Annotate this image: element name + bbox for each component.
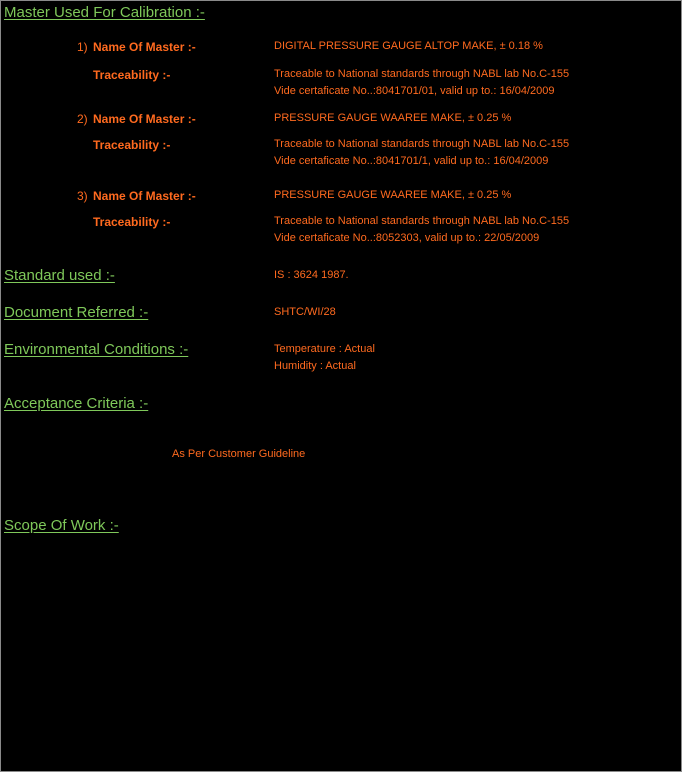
master-3-number: 3) [77,189,88,203]
master-2-traceability-line-2: Vide certaficate No..:8041701/1, valid up to.: 16/04/2009 [274,155,549,167]
master-3-traceability-value [274,213,569,247]
scope-of-work-heading: Scope Of Work :- [4,517,119,534]
standard-used-value: IS : 3624 1987. [274,269,349,281]
master-3-traceability-line-1: Traceable to National standards through NABL lab No.C-155 [274,215,570,227]
acceptance-criteria-value: As Per Customer Guideline [172,448,306,460]
master-1-number: 1) [77,40,88,54]
standard-used-heading: Standard used :- [4,267,115,284]
temperature-value: Temperature : Actual [274,343,375,355]
master-1-traceability-line-2: Vide certaficate No..:8041701/01, valid up to.: 16/04/2009 [274,85,555,97]
master-2-name-value: PRESSURE GAUGE WAAREE MAKE, ± 0.25 % [274,112,512,124]
master-used-heading: Master Used For Calibration :- [4,4,205,21]
master-3-name-label: Name Of Master :- [93,189,196,203]
document-referred-heading: Document Referred :- [4,304,149,321]
master-1-traceability-line-1: Traceable to National standards through NABL lab No.C-155 [274,68,570,80]
master-2-name-label: Name Of Master :- [93,112,196,126]
master-3-name-value: PRESSURE GAUGE WAAREE MAKE, ± 0.25 % [274,189,512,201]
environmental-conditions-value [274,341,375,375]
master-2-traceability-value [274,136,569,170]
master-3-traceability-line-2: Vide certaficate No..:8052303, valid up to.: 22/05/2009 [274,232,540,244]
master-2-number: 2) [77,112,88,126]
master-1-name-value: DIGITAL PRESSURE GAUGE ALTOP MAKE, ± 0.18 % [274,40,543,52]
master-1-traceability-label: Traceability :- [93,68,171,82]
master-1-name-label: Name Of Master :- [93,40,196,54]
document-referred-value: SHTC/WI/28 [274,306,336,318]
master-1-traceability-value [274,66,569,100]
humidity-value: Humidity : Actual [274,360,356,372]
master-3-traceability-label: Traceability :- [93,215,171,229]
environmental-conditions-heading: Environmental Conditions :- [4,341,189,358]
master-2-traceability-line-1: Traceable to National standards through NABL lab No.C-155 [274,138,570,150]
master-2-traceability-label: Traceability :- [93,138,171,152]
acceptance-criteria-heading: Acceptance Criteria :- [4,395,149,412]
